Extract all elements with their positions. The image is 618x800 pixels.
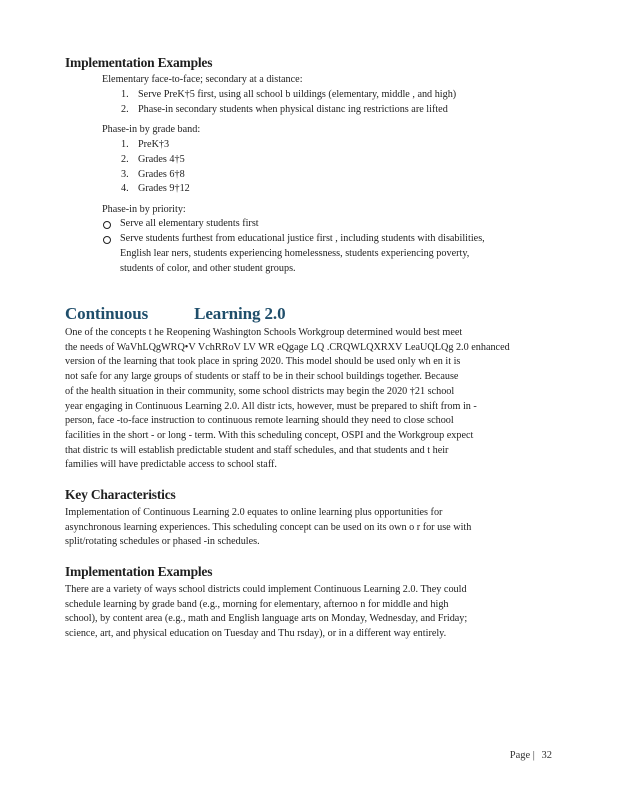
circle-bullet-icon: [103, 236, 111, 244]
paragraph-line: families will have predictable access to school staff.: [65, 459, 277, 471]
paragraph-line: the needs of WaVhLQgWRQ•V VchRRoV LV WR eQgage LQ .CRQWLQXRXV LeaUQLQg 2.0 enhanced: [65, 341, 510, 353]
paragraph-line: of the health situation in their community, some school districts may begin the 2020 †21 school: [65, 385, 455, 397]
paragraph-line: schedule learning by grade band (e.g., morning for elementary, afternoo n for middle and high: [65, 598, 449, 610]
bullet-text: Phase-in by priority:: [102, 204, 186, 215]
list-number: 2.: [121, 154, 129, 165]
list-number: 3.: [121, 169, 129, 180]
list-item: Phase-in secondary students when physical distanc ing restrictions are lifted: [138, 104, 448, 115]
page-number: 32: [541, 750, 552, 761]
page-label: Page |: [509, 750, 535, 761]
list-item: Grades 6†8: [138, 169, 185, 180]
continuous-learning-heading: [65, 304, 285, 324]
paragraph-line: Implementation of Continuous Learning 2.0 equates to online learning plus opportunities for: [65, 507, 443, 518]
continuous-learning-paragraph: [65, 326, 555, 473]
paragraph-line: that distric ts will establish predictable student and staff schedules, and that students and t heir: [65, 444, 449, 456]
heading-part: Continuous: [65, 304, 149, 323]
list-number: 2.: [121, 104, 129, 115]
list-number: 1.: [121, 89, 129, 100]
paragraph-line: not safe for any large groups of students or staff to be in their school buildings together. Because: [65, 371, 459, 383]
list-item: PreK†3: [138, 139, 170, 150]
list-number: 1.: [121, 139, 129, 150]
paragraph-line: facilities in the short - or long - term. With this scheduling concept, OSPI and the Workgroup expect: [65, 429, 474, 441]
implementation-examples-paragraph: [65, 583, 555, 642]
key-characteristics-heading: Key Characteristics: [65, 487, 176, 502]
implementation-examples-heading: Implementation Examples: [65, 564, 213, 579]
page-number-footer: [510, 750, 552, 761]
key-characteristics-paragraph: [65, 506, 555, 550]
bullet-text: Phase-in by grade band:: [102, 124, 201, 135]
list-item: Grades 9†12: [138, 183, 190, 194]
paragraph-line: One of the concepts t he Reopening Washington Schools Workgroup determined would best meet: [65, 327, 463, 338]
list-item-line: Serve students furthest from educational justice first , including students with disabilities,: [120, 233, 485, 244]
paragraph-line: year engaging in Continuous Learning 2.0. All distr icts, however, must be prepared to shift from in -: [65, 400, 477, 412]
list-item-line: students of color, and other student groups.: [120, 263, 296, 274]
bullet-text: Elementary face-to-face; secondary at a distance:: [102, 74, 303, 85]
paragraph-line: asynchronous learning experiences. This scheduling concept can be used on its own o r for use with: [65, 521, 472, 533]
paragraph-line: school), by content area (e.g., math and English language arts on Monday, Wednesday, and Friday;: [65, 613, 468, 625]
paragraph-line: There are a variety of ways school districts could implement Continuous Learning 2.0. They could: [65, 584, 467, 595]
list-item: Serve all elementary students first: [120, 218, 259, 229]
list-number: 4.: [121, 183, 129, 194]
heading-part: Learning 2.0: [194, 304, 286, 323]
list-item-line: English lear ners, students experiencing homelessness, students experiencing poverty,: [120, 248, 470, 259]
circle-bullet-icon: [103, 221, 111, 229]
paragraph-line: split/rotating schedules or phased -in schedules.: [65, 536, 260, 548]
paragraph-line: version of the learning that took place in spring 2020. This model should be used only wh en it is: [65, 356, 461, 368]
paragraph-line: science, art, and physical education on Tuesday and Thu rsday), or in a different way entirely.: [65, 628, 447, 640]
paragraph-line: person, face -to-face instruction to continuous remote learning should they need to close school: [65, 415, 454, 427]
implementation-examples-heading: Implementation Examples: [65, 55, 213, 70]
list-item: Grades 4†5: [138, 154, 185, 165]
list-item: Serve PreK†5 first, using all school b uildings (elementary, middle , and high): [138, 89, 457, 100]
